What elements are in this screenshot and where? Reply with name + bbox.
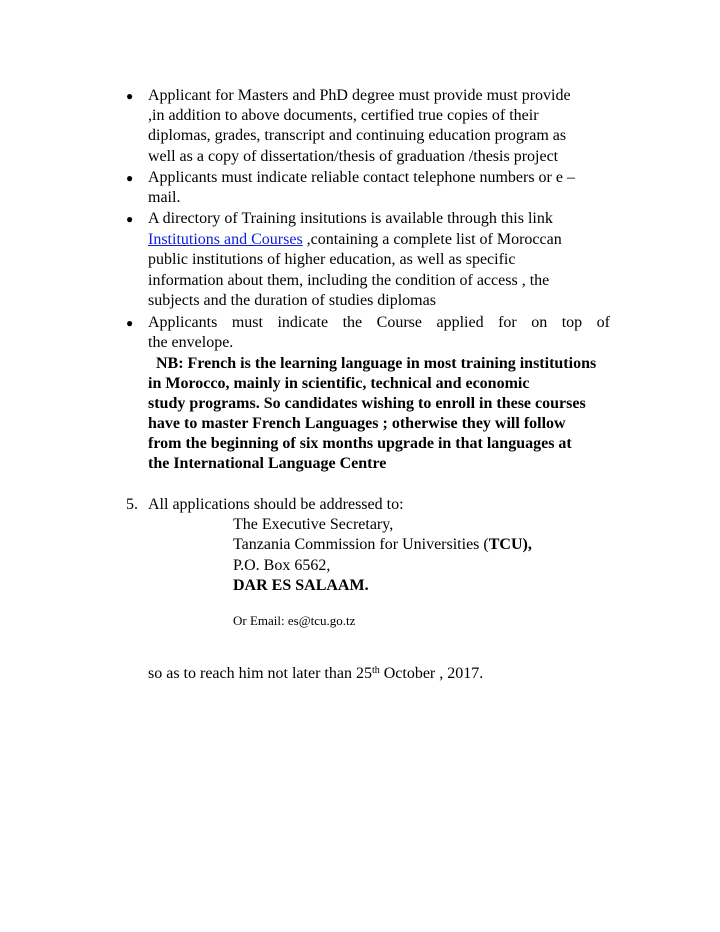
word: Course (376, 314, 422, 331)
word: applied (436, 314, 484, 331)
word: must (231, 314, 263, 331)
bullet-marker: ● (126, 89, 134, 103)
bullet-1-line-3: diplomas, grades, transcript and continuing education program as (148, 127, 567, 144)
ordinal-suffix: th (371, 665, 380, 676)
bullet-3-line-5: subjects and the duration of studies diplomas (148, 292, 436, 309)
word: on (531, 314, 548, 331)
institutions-and-courses-link[interactable]: Institutions and Courses (148, 231, 303, 248)
nb-note-line-2: in Morocco, mainly in scientific, technical and economic (148, 375, 530, 392)
addressee: The Executive Secretary, (233, 516, 394, 533)
organization-name (233, 535, 532, 555)
deadline-prefix: so as to reach him not later than 25 (148, 665, 372, 682)
bullet-2-line-1: Applicants must indicate reliable contact telephone numbers or e – (148, 169, 575, 186)
bullet-3-line-2 (148, 230, 562, 250)
nb-note-line-1: NB: French is the learning language in most training institutions (156, 355, 597, 372)
bullet-1-line-1: Applicant for Masters and PhD degree must provide must provide (148, 87, 571, 104)
word: for (498, 314, 517, 331)
word: Applicants (148, 314, 218, 331)
bullet-marker: ● (126, 316, 134, 330)
word: indicate (277, 314, 329, 331)
organization-abbr: TCU), (488, 536, 532, 553)
bullet-3-line-1: A directory of Training insitutions is available through this link (148, 210, 553, 227)
bullet-2-line-2: mail. (148, 189, 181, 206)
word: of (596, 314, 610, 331)
nb-note-line-5: from the beginning of six months upgrade in that languages at (148, 435, 572, 452)
word: the (342, 314, 363, 331)
bullet-1-line-2: ,in addition to above documents, certified true copies of their (148, 107, 539, 124)
organization-full-name: Tanzania Commission for Universities ( (233, 536, 489, 553)
bullet-marker: ● (126, 212, 134, 226)
bullet-3-line-3: public institutions of higher education, as well as specific (148, 251, 516, 268)
bullet-3-line-4: information about them, including the condition of access , the (148, 272, 550, 289)
bullet-4-line-1 (148, 313, 610, 333)
item-5-text: All applications should be addressed to: (148, 496, 404, 513)
deadline-rest: October , 2017. (379, 665, 484, 682)
email-line: Or Email: es@tcu.go.tz (233, 613, 356, 628)
city: DAR ES SALAAM. (233, 577, 369, 594)
nb-note-line-3: study programs. So candidates wishing to enroll in these courses (148, 395, 586, 412)
bullet-4-line-2: the envelope. (148, 334, 234, 351)
nb-note-line-4: have to master French Languages ; otherwise they will follow (148, 415, 566, 432)
word: top (561, 314, 583, 331)
item-5-number: 5. (126, 496, 138, 513)
deadline-line (148, 664, 483, 684)
nb-note-line-6: the International Language Centre (148, 455, 387, 472)
bullet-1-line-4: well as a copy of dissertation/thesis of graduation /thesis project (148, 148, 559, 165)
bullet-marker: ● (126, 171, 134, 185)
po-box: P.O. Box 6562, (233, 557, 331, 574)
bullet-3-line-2-rest: ,containing a complete list of Moroccan (302, 231, 562, 248)
